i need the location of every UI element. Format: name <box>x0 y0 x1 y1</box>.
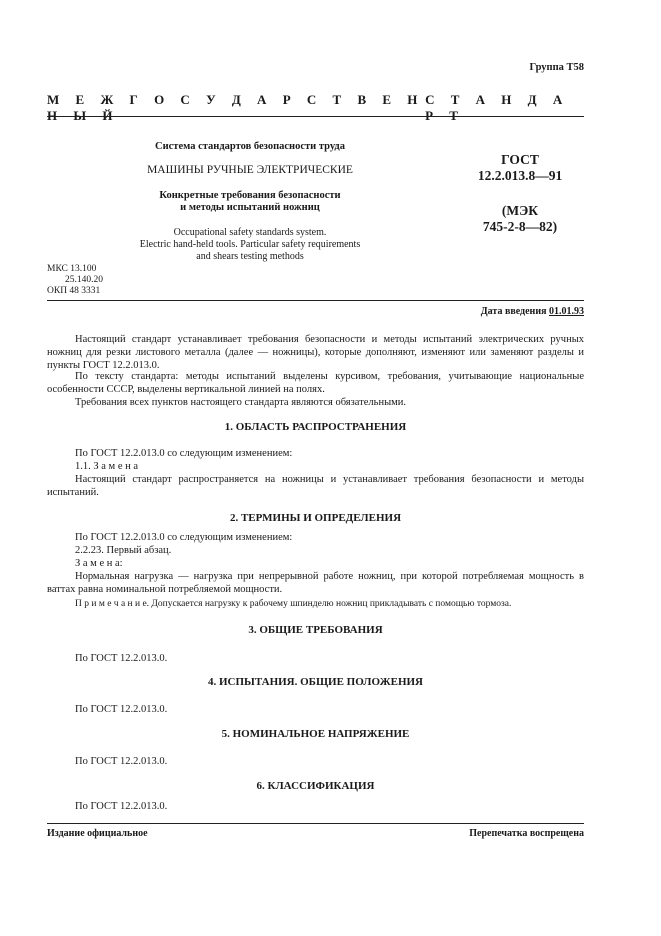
date-rule <box>47 300 584 301</box>
section-2-p3: З а м е н а: <box>75 558 123 569</box>
intro-paragraph-2: По тексту стандарта: методы испытаний выделены курсивом, требования, учитывающие национальные особенности СССР, выделены вертикальной линией на полях. <box>47 371 584 395</box>
subtitle-line-2: и методы испытаний ножниц <box>180 202 320 213</box>
section-6-title: 6. КЛАССИФИКАЦИЯ <box>256 780 375 792</box>
footer-rule <box>47 823 584 824</box>
section-5-p1: По ГОСТ 12.2.013.0. <box>75 756 168 767</box>
section-4-title: 4. ИСПЫТАНИЯ. ОБЩИЕ ПОЛОЖЕНИЯ <box>207 676 423 688</box>
section-2-note: П р и м е ч а н и е. Допускается нагрузку к рабочему шпинделю ножниц прикладывать с помощью тормоза. <box>75 599 512 609</box>
banner-right: С Т А Н Д А Р Т <box>425 92 569 123</box>
section-1-p1: По ГОСТ 12.2.013.0 со следующим изменением: <box>75 448 293 459</box>
section-1-p3: Настоящий стандарт распространяется на ножницы и устанавливает требования безопасности и методы испытаний. <box>47 474 584 498</box>
section-2-p2: 2.2.23. Первый абзац. <box>75 545 172 556</box>
section-3-p1: По ГОСТ 12.2.013.0. <box>75 653 168 664</box>
english-title-line-1: Occupational safety standards system. <box>173 227 327 238</box>
introduction-date <box>481 306 584 317</box>
date-value: 01.01.93 <box>549 306 584 317</box>
intro-paragraph-3: Требования всех пунктов настоящего стандарта являются обязательными. <box>75 397 407 408</box>
banner-left: М Е Ж Г О С У Д А Р С Т В Е Н Н Ы Й <box>47 92 424 123</box>
section-5-title: 5. НОМИНАЛЬНОЕ НАПРЯЖЕНИЕ <box>221 728 410 740</box>
header-rule <box>47 116 584 117</box>
mks-code-1: МКС 13.100 <box>47 264 97 274</box>
section-4-p1: По ГОСТ 12.2.013.0. <box>75 704 168 715</box>
classification-codes <box>47 264 103 297</box>
section-3-title: 3. ОБЩИЕ ТРЕБОВАНИЯ <box>248 624 383 636</box>
subtitle-line-1: Конкретные требования безопасности <box>159 190 341 201</box>
footer-reprint-prohibited: Перепечатка воспрещена <box>469 828 584 839</box>
footer-official-edition: Издание официальное <box>47 828 148 839</box>
section-6-p1: По ГОСТ 12.2.013.0. <box>75 801 168 812</box>
mks-code-2: 25.140.20 <box>65 275 103 285</box>
group-code: Группа Т58 <box>529 62 584 73</box>
okp-code: ОКП 48 3331 <box>47 286 101 296</box>
section-2-title: 2. ТЕРМИНЫ И ОПРЕДЕЛЕНИЯ <box>229 512 402 524</box>
section-1-title: 1. ОБЛАСТЬ РАСПРОСТРАНЕНИЯ <box>224 421 407 433</box>
english-title-line-3: and shears testing methods <box>196 251 304 262</box>
section-1-p2: 1.1. З а м е н а <box>75 461 139 472</box>
section-2-p1: По ГОСТ 12.2.013.0 со следующим изменением: <box>75 532 293 543</box>
intro-paragraph-1: Настоящий стандарт устанавливает требования безопасности и методы испытаний электрических ручных ножниц для резки листового металла (далее — ножницы), которые дополняют, изменяют или заменяют разделы и пункты ГОСТ 12.2.013.0. <box>47 334 584 371</box>
gost-label: ГОСТ <box>501 152 539 167</box>
interstate-standard-banner <box>47 92 584 124</box>
iec-label: (МЭК <box>501 203 539 218</box>
english-title-line-2: Electric hand-held tools. Particular safety requirements <box>139 239 361 250</box>
main-title: МАШИНЫ РУЧНЫЕ ЭЛЕКТРИЧЕСКИЕ <box>147 164 353 176</box>
system-title: Система стандартов безопасности труда <box>155 141 345 152</box>
section-2-p4: Нормальная нагрузка — нагрузка при непрерывной работе ножниц, при которой потребляемая мощность в ваттах равна номинальной потребляемой мощности. <box>47 571 584 595</box>
gost-number: 12.2.013.8—91 <box>477 168 563 183</box>
iec-number: 745-2-8—82) <box>482 219 558 234</box>
date-label: Дата введения <box>480 306 547 317</box>
